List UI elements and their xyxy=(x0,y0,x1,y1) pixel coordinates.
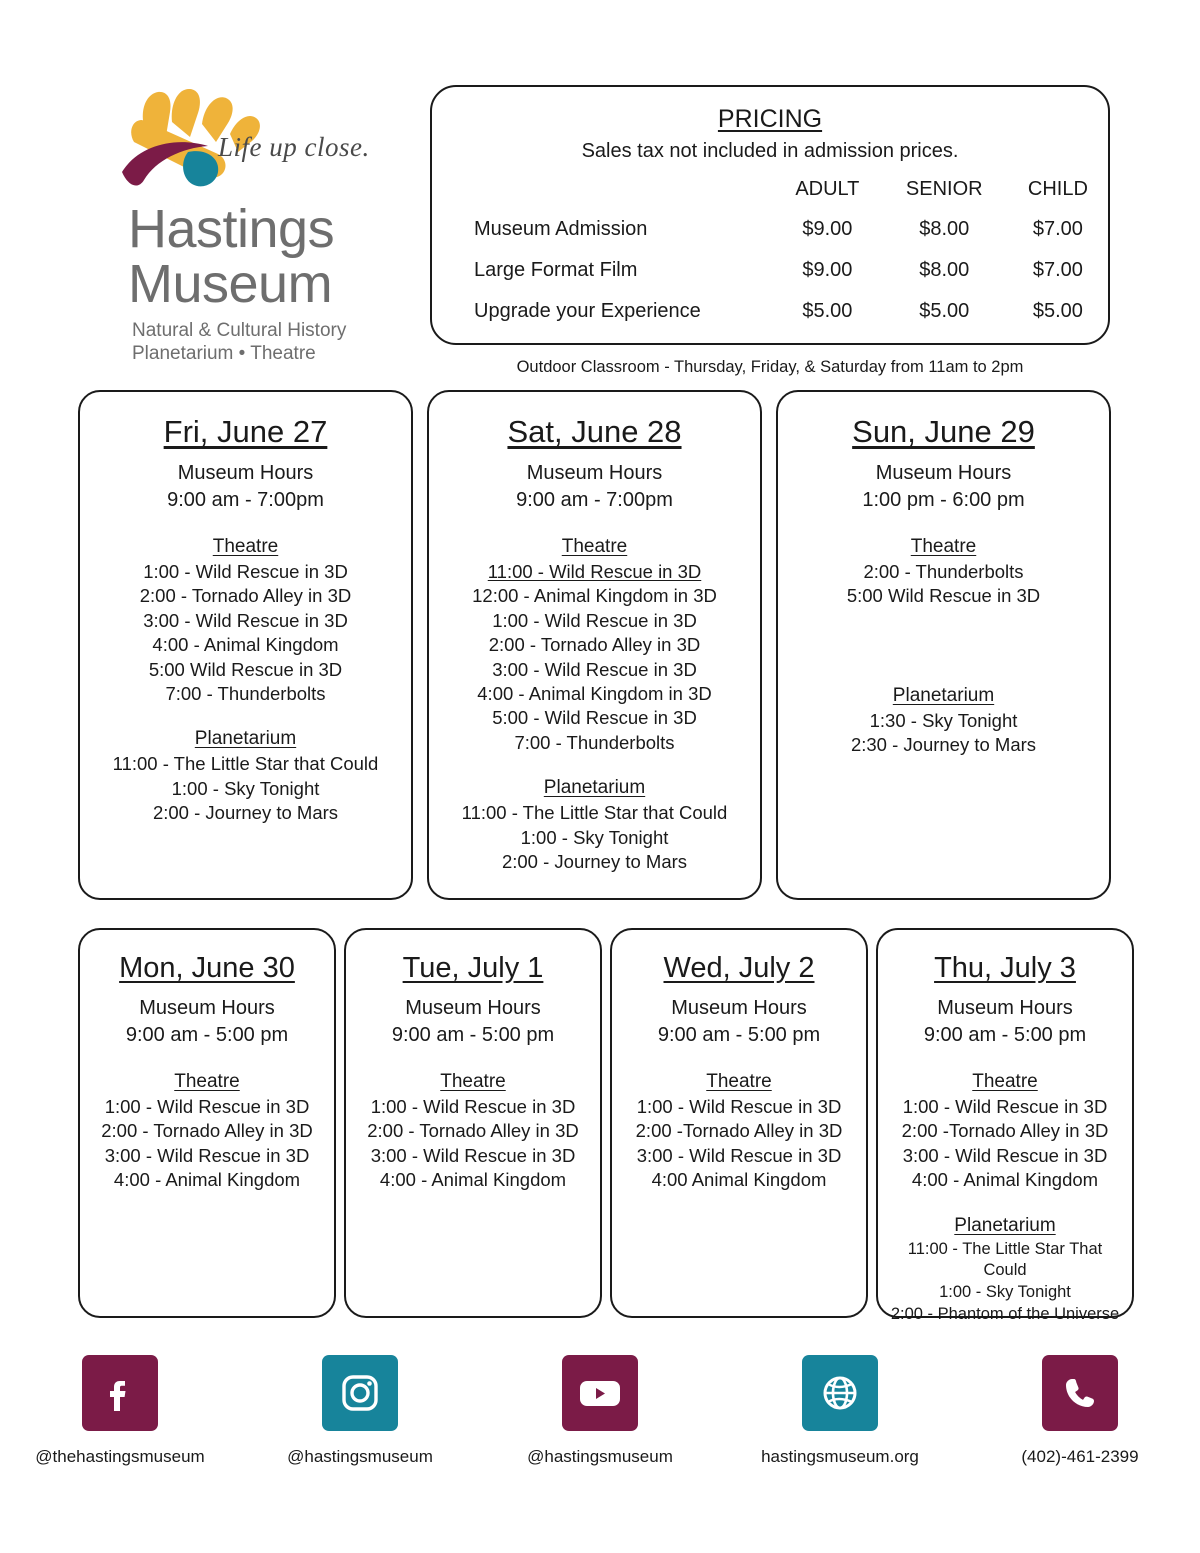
showtime-line: 2:30 - Journey to Mars xyxy=(850,734,1037,756)
theatre-section-title: Theatre xyxy=(972,1071,1038,1092)
day-title: Fri, June 27 xyxy=(163,414,328,449)
brand-name-line1: Hastings xyxy=(128,199,335,259)
social-footer xyxy=(0,1355,1200,1467)
pricing-row-label: Upgrade your Experience xyxy=(474,300,701,322)
theatre-section xyxy=(888,1071,1122,1193)
showtime-line: 4:00 - Animal Kingdom xyxy=(113,1169,301,1191)
museum-logo xyxy=(110,80,410,366)
showtime-line: 11:00 - Wild Rescue in 3D xyxy=(487,561,702,582)
showtime-line: 4:00 Animal Kingdom xyxy=(651,1169,827,1191)
showtime-line: 1:00 - Wild Rescue in 3D xyxy=(104,1096,310,1117)
hours-label: Museum Hours xyxy=(177,462,314,484)
hours-value: 1:00 pm - 6:00 pm xyxy=(862,489,1025,511)
phone-number: (402)-461-2399 xyxy=(1021,1447,1139,1466)
hours-label: Museum Hours xyxy=(937,997,1073,1019)
showtime-line: 3:00 - Wild Rescue in 3D xyxy=(370,1144,576,1166)
hours-value: 9:00 am - 5:00 pm xyxy=(923,1024,1087,1046)
facebook-icon[interactable] xyxy=(82,1355,158,1431)
pricing-cell-adult: $5.00 xyxy=(802,300,853,322)
pricing-col-child: CHILD xyxy=(1027,178,1088,200)
theatre-section xyxy=(90,536,401,706)
pricing-col-adult: ADULT xyxy=(795,178,860,200)
showtime-line: 2:00 - Journey to Mars xyxy=(501,851,688,873)
theatre-section-title: Theatre xyxy=(910,536,977,557)
hours-label: Museum Hours xyxy=(139,997,275,1019)
theatre-section-title: Theatre xyxy=(212,536,279,557)
showtime-line: 1:00 - Wild Rescue in 3D xyxy=(636,1096,842,1117)
showtime-line: 3:00 - Wild Rescue in 3D xyxy=(636,1144,842,1166)
instagram-icon[interactable] xyxy=(322,1355,398,1431)
theatre-section xyxy=(788,536,1099,609)
pricing-header-row xyxy=(432,177,1108,209)
hours-value: 9:00 am - 5:00 pm xyxy=(391,1024,555,1046)
table-row xyxy=(432,209,1108,250)
hours-value: 9:00 am - 7:00pm xyxy=(516,489,673,511)
brand-tagline: Life up close. xyxy=(218,132,370,162)
pricing-cell-senior: $8.00 xyxy=(919,259,970,281)
social-handle: @thehastingsmuseum xyxy=(35,1447,205,1466)
showtime-line: 1:00 - Wild Rescue in 3D xyxy=(902,1096,1108,1117)
day-card-fri-june-27 xyxy=(78,390,413,900)
planetarium-section-title: Planetarium xyxy=(543,777,646,799)
theatre-section xyxy=(356,1071,590,1193)
showtime-line: 2:00 - Tornado Alley in 3D xyxy=(367,1120,579,1142)
page-header xyxy=(0,70,1200,376)
table-row xyxy=(432,250,1108,291)
showtime-line: 1:00 - Wild Rescue in 3D xyxy=(370,1096,576,1117)
showtime-line: 2:00 -Tornado Alley in 3D xyxy=(635,1120,843,1142)
showtime-line: 2:00 - Phantom of the Universe xyxy=(890,1304,1120,1323)
pricing-cell-child: $7.00 xyxy=(1032,259,1083,281)
planetarium-section xyxy=(788,685,1099,758)
social-item-youtube[interactable] xyxy=(480,1355,720,1467)
brand-subtitle-line2: Planetarium • Theatre xyxy=(132,343,316,365)
phone-icon[interactable] xyxy=(1042,1355,1118,1431)
showtime-line: 2:00 - Tornado Alley in 3D xyxy=(488,634,701,656)
schedule-row-second xyxy=(78,928,1134,1323)
showtime-line: 7:00 - Thunderbolts xyxy=(165,683,326,705)
hours-value: 9:00 am - 7:00pm xyxy=(167,489,324,511)
day-title: Mon, June 30 xyxy=(119,952,295,984)
social-item-facebook[interactable] xyxy=(0,1355,240,1467)
showtime-line: 2:00 - Thunderbolts xyxy=(863,561,1024,582)
social-item-website[interactable] xyxy=(720,1355,960,1467)
card-spacer xyxy=(788,609,1099,663)
day-title: Sat, June 28 xyxy=(507,414,682,449)
outdoor-classroom-note: Outdoor Classroom - Thursday, Friday, & Saturday from 11am to 2pm xyxy=(516,358,1024,376)
brand-name-line2: Museum xyxy=(128,254,333,315)
social-item-phone[interactable] xyxy=(960,1355,1200,1467)
table-row xyxy=(432,291,1108,332)
day-card-tue-july-1 xyxy=(344,928,602,1318)
hours-value: 9:00 am - 5:00 pm xyxy=(657,1024,821,1046)
showtime-line: 5:00 Wild Rescue in 3D xyxy=(148,658,343,680)
showtime-line: 12:00 - Animal Kingdom in 3D xyxy=(472,585,717,607)
day-card-sat-june-28 xyxy=(427,390,762,900)
social-handle: @hastingsmuseum xyxy=(287,1447,433,1466)
planetarium-section-title: Planetarium xyxy=(892,684,995,706)
pricing-cell-senior: $5.00 xyxy=(919,300,970,322)
showtime-line: 1:00 - Wild Rescue in 3D xyxy=(492,609,697,631)
day-card-wed-july-2 xyxy=(610,928,868,1318)
showtime-line: 5:00 Wild Rescue in 3D xyxy=(846,585,1041,607)
showtime-line: 5:00 - Wild Rescue in 3D xyxy=(492,707,697,729)
planetarium-section-title: Planetarium xyxy=(194,728,297,750)
hours-label: Museum Hours xyxy=(875,462,1012,484)
hours-label: Museum Hours xyxy=(405,997,541,1019)
pricing-cell-senior: $8.00 xyxy=(919,218,970,240)
pricing-cell-adult: $9.00 xyxy=(802,218,853,240)
hours-label: Museum Hours xyxy=(526,462,663,484)
showtime-line: 1:00 - Sky Tonight xyxy=(520,826,669,848)
day-card-thu-july-3 xyxy=(876,928,1134,1323)
pricing-table xyxy=(432,177,1108,332)
day-card-mon-june-30 xyxy=(78,928,336,1318)
pricing-cell-adult: $9.00 xyxy=(802,259,853,281)
brand-subtitle-line1: Natural & Cultural History xyxy=(132,319,347,341)
theatre-section-title: Theatre xyxy=(561,536,628,557)
pricing-row-label: Museum Admission xyxy=(474,218,648,240)
theatre-section xyxy=(439,536,750,755)
showtime-line: 7:00 - Thunderbolts xyxy=(514,731,675,753)
hours-value: 9:00 am - 5:00 pm xyxy=(125,1024,289,1046)
schedule-row-first xyxy=(78,390,1111,900)
showtime-line: 2:00 -Tornado Alley in 3D xyxy=(901,1120,1109,1142)
pricing-title: PRICING xyxy=(717,105,823,133)
planetarium-section-title: Planetarium xyxy=(954,1214,1056,1236)
day-card-sun-june-29 xyxy=(776,390,1111,900)
youtube-icon[interactable] xyxy=(562,1355,638,1431)
pricing-panel xyxy=(430,85,1110,345)
pricing-col-senior: SENIOR xyxy=(905,178,983,200)
day-title: Sun, June 29 xyxy=(852,414,1035,449)
showtime-line: 1:00 - Sky Tonight xyxy=(171,777,320,799)
showtime-line: 4:00 - Animal Kingdom in 3D xyxy=(477,683,712,705)
pricing-row-label: Large Format Film xyxy=(474,259,638,281)
showtime-line: 1:00 - Sky Tonight xyxy=(939,1283,1071,1302)
showtime-line: 2:00 - Tornado Alley in 3D xyxy=(101,1120,313,1142)
showtime-line: 1:30 - Sky Tonight xyxy=(869,709,1018,731)
showtime-line: 3:00 - Wild Rescue in 3D xyxy=(143,609,348,631)
theatre-section xyxy=(90,1071,324,1193)
website-url: hastingsmuseum.org xyxy=(761,1447,919,1466)
showtime-line: 2:00 - Tornado Alley in 3D xyxy=(139,585,352,607)
theatre-section-title: Theatre xyxy=(440,1071,506,1092)
theatre-section-title: Theatre xyxy=(174,1071,240,1092)
showtime-line: 3:00 - Wild Rescue in 3D xyxy=(104,1144,310,1166)
social-item-instagram[interactable] xyxy=(240,1355,480,1467)
pricing-cell-child: $7.00 xyxy=(1032,218,1083,240)
pricing-cell-child: $5.00 xyxy=(1032,300,1083,322)
showtime-line: 1:00 - Wild Rescue in 3D xyxy=(143,561,348,582)
showtime-line: 4:00 - Animal Kingdom xyxy=(379,1169,567,1191)
showtime-line: 11:00 - The Little Star that Could xyxy=(112,753,379,775)
globe-icon[interactable] xyxy=(802,1355,878,1431)
social-handle: @hastingsmuseum xyxy=(527,1447,673,1466)
theatre-section xyxy=(622,1071,856,1193)
showtime-line: 3:00 - Wild Rescue in 3D xyxy=(492,658,697,680)
day-title: Thu, July 3 xyxy=(934,952,1076,984)
planetarium-section xyxy=(888,1215,1122,1326)
showtime-line: 11:00 - The Little Star that Could xyxy=(461,802,728,824)
showtime-line: 2:00 - Journey to Mars xyxy=(152,802,339,824)
day-title: Wed, July 2 xyxy=(663,952,815,984)
day-title: Tue, July 1 xyxy=(402,952,544,984)
hours-label: Museum Hours xyxy=(671,997,807,1019)
showtime-line: 4:00 - Animal Kingdom xyxy=(911,1169,1099,1191)
planetarium-section xyxy=(90,728,401,825)
pricing-corner-cell xyxy=(432,177,774,209)
pricing-note: Sales tax not included in admission prices. xyxy=(581,140,959,162)
theatre-section-title: Theatre xyxy=(706,1071,772,1092)
planetarium-section xyxy=(439,777,750,874)
showtime-line: 11:00 - The Little Star That Could xyxy=(907,1239,1103,1280)
showtime-line: 4:00 - Animal Kingdom xyxy=(152,634,339,656)
showtime-line: 3:00 - Wild Rescue in 3D xyxy=(902,1144,1108,1166)
